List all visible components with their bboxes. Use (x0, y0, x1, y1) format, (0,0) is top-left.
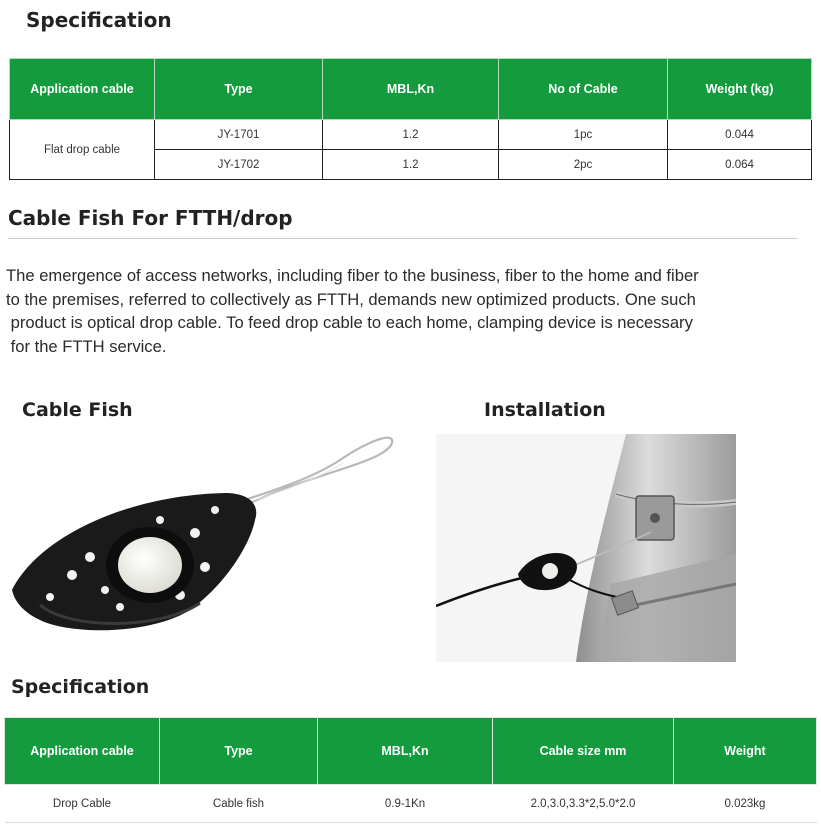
header-type: Type (155, 59, 323, 120)
table-row (5, 785, 817, 823)
spec-table-bottom (4, 717, 817, 823)
cell-cables: 1pc (499, 120, 668, 150)
header-weight: Weight (674, 718, 817, 785)
paragraph-line: for the FTTH service. (6, 336, 167, 356)
cable-fish-photo (10, 425, 410, 655)
cell-mbl: 1.2 (323, 120, 499, 150)
header-weight: Weight (kg) (668, 59, 812, 120)
header-mbl: MBL,Kn (323, 59, 499, 120)
spec-heading-top: Specification (26, 8, 172, 32)
header-application: Application cable (10, 59, 155, 120)
cell-type: JY-1701 (155, 120, 323, 150)
paragraph-line: The emergence of access networks, including fiber to the business, fiber to the home and fiber (6, 266, 699, 285)
cell-type: JY-1702 (155, 150, 323, 180)
intro-paragraph (6, 264, 816, 358)
installation-label: Installation (484, 399, 606, 421)
table-row (10, 120, 812, 150)
table-header-row (10, 59, 812, 120)
cell-cables: 2pc (499, 150, 668, 180)
cell-weight: 0.044 (668, 120, 812, 150)
cell-weight: 0.064 (668, 150, 812, 180)
header-application: Application cable (5, 718, 160, 785)
cell-type: Cable fish (160, 785, 318, 823)
cell-mbl: 1.2 (323, 150, 499, 180)
installation-photo (436, 434, 736, 662)
cell-application: Drop Cable (5, 785, 160, 823)
header-mbl: MBL,Kn (318, 718, 493, 785)
cell-weight: 0.023kg (674, 785, 817, 823)
section-divider (8, 238, 798, 239)
spec-heading-bottom: Specification (11, 676, 150, 698)
header-no-of-cable: No of Cable (499, 59, 668, 120)
table-header-row (5, 718, 817, 785)
cable-fish-label: Cable Fish (22, 399, 133, 421)
cell-cable-size: 2.0,3.0,3.3*2,5.0*2.0 (493, 785, 674, 823)
spec-table-top (9, 58, 812, 180)
section-heading: Cable Fish For FTTH/drop (8, 206, 293, 230)
paragraph-line: to the premises, referred to collectively as FTTH, demands new optimized products. One such (6, 289, 696, 309)
paragraph-line: product is optical drop cable. To feed drop cable to each home, clamping device is necessary (6, 313, 693, 332)
header-type: Type (160, 718, 318, 785)
cell-application: Flat drop cable (10, 120, 155, 180)
header-cable-size: Cable size mm (493, 718, 674, 785)
cell-mbl: 0.9-1Kn (318, 785, 493, 823)
